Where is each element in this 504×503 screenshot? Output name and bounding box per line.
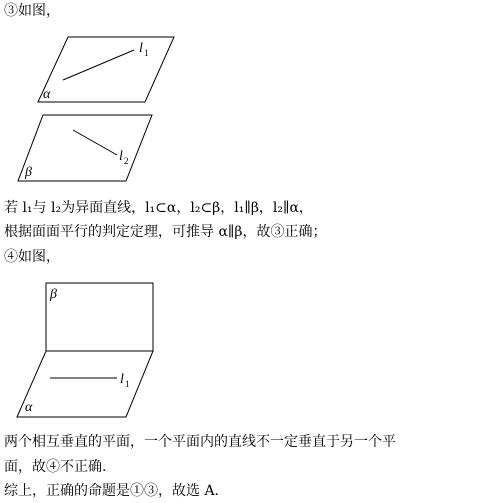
label-beta-1: β (25, 165, 32, 180)
part3-reason-line1: 若 l₁与 l₂为异面直线，l₁⊂α，l₂⊂β，l₁∥β，l₂∥α， (4, 200, 313, 216)
label-alpha-1: α (43, 87, 51, 102)
label-l1-sub-2: 1 (125, 379, 130, 389)
figure-plane-beta (18, 115, 152, 181)
line-l2 (73, 130, 117, 155)
label-l1-var: l (139, 41, 143, 56)
part4-heading: ④如图， (4, 249, 60, 265)
part3-heading: ③如图， (4, 3, 60, 19)
plane-alpha-parallelogram-2 (17, 351, 153, 417)
part4-reason-line1: 两个相互垂直的平面，一个平面内的直线不一定垂直于另一个平 (4, 434, 396, 450)
plane-beta-rect (46, 283, 153, 351)
label-alpha-2: α (25, 400, 33, 415)
label-l1-var-2: l (120, 372, 124, 387)
part3-reason-line2: 根据面面平行的判定定理，可推导 α∥β，故③正确； (4, 224, 327, 240)
line-l1 (63, 50, 134, 80)
figure-perpendicular-planes (17, 283, 153, 417)
label-l2-sub: 2 (124, 156, 129, 166)
label-l2-var: l (119, 149, 123, 164)
part4-reason-line2: 面，故④不正确. (4, 459, 107, 475)
figure-plane-alpha-1 (38, 37, 174, 102)
conclusion: 综上，正确的命题是①③，故选 A. (4, 483, 220, 499)
label-beta-2: β (50, 287, 57, 302)
label-l1-sub: 1 (144, 48, 149, 58)
plane-alpha-parallelogram (38, 37, 174, 102)
plane-beta-parallelogram (18, 115, 152, 181)
